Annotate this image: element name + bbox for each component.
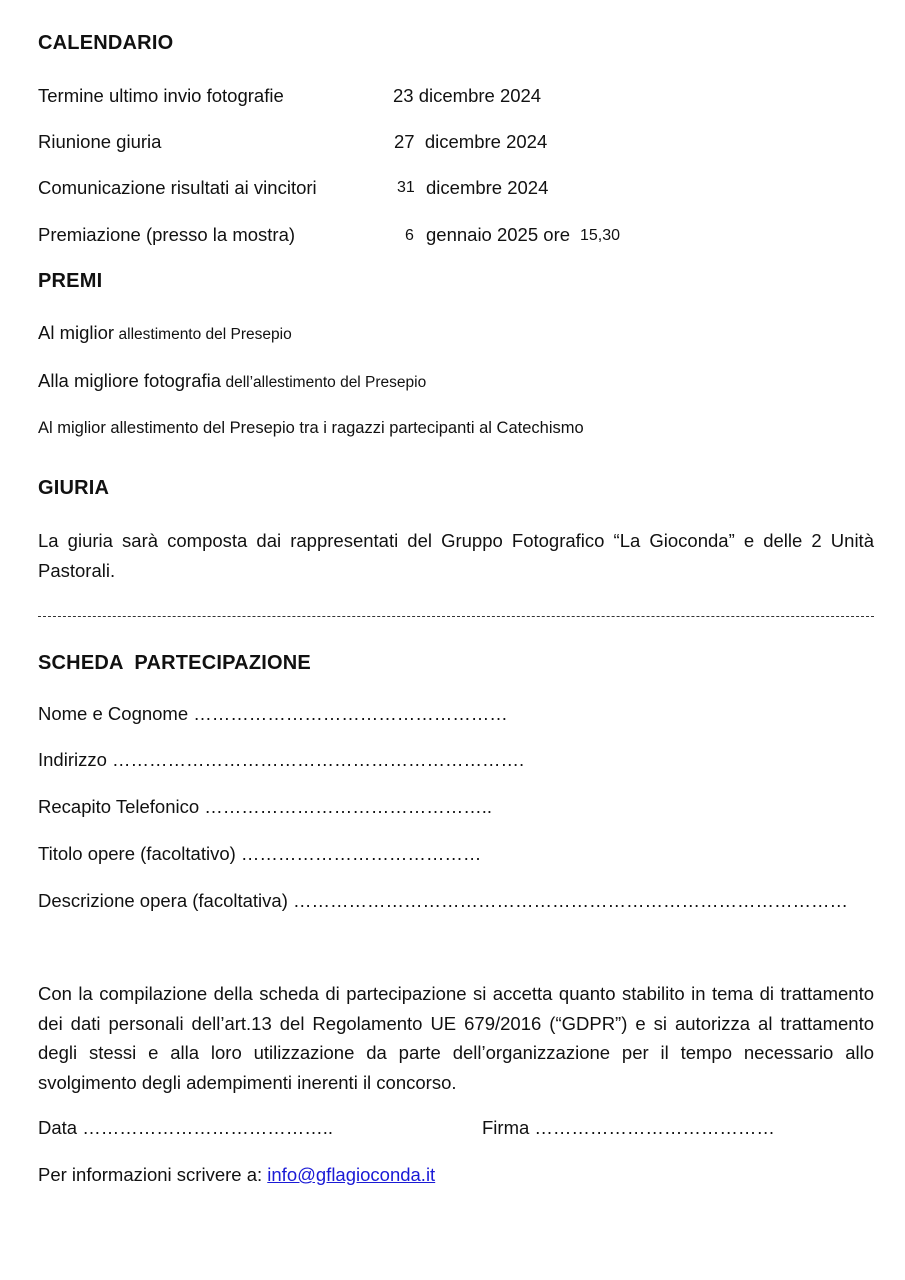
field-dots: ……………………………………………………………………………… <box>293 890 848 911</box>
prize-item <box>38 370 426 392</box>
calendar-row-date: 23 dicembre 2024 <box>393 85 542 106</box>
calendario-heading: CALENDARIO <box>38 32 174 54</box>
firma-label: Firma <box>482 1117 530 1138</box>
calendar-row-label: Termine ultimo invio fotografie <box>38 85 284 106</box>
calendar-row-day: 6 <box>405 227 414 244</box>
form-field-descrizione[interactable] <box>38 890 848 912</box>
prize-lead: Al miglior <box>38 322 115 343</box>
firma-dots: ………………………………… <box>534 1117 775 1138</box>
prize-item <box>38 322 292 344</box>
calendar-row-time: 15,30 <box>580 227 621 244</box>
calendar-row-date: 27 dicembre 2024 <box>394 131 548 152</box>
prize-rest: allestimento del Presepio <box>118 326 292 343</box>
giuria-paragraph: La giuria sarà composta dai rappresentati del Gruppo Fotografico “La Gioconda” e delle 2 Unità Pastorali. <box>38 530 874 581</box>
calendar-row-date: gennaio 2025 ore <box>426 224 571 245</box>
data-dots: ………………………………….. <box>82 1117 333 1138</box>
field-label: Indirizzo <box>38 749 107 770</box>
calendar-row-label: Premiazione (presso la mostra) <box>38 224 296 245</box>
field-dots: …………………………………………………………. <box>112 749 525 770</box>
prize-lead: Alla migliore fotografia <box>38 370 222 391</box>
contact-prefix: Per informazioni scrivere a: <box>38 1164 263 1185</box>
form-field-nome[interactable] <box>38 703 508 725</box>
privacy-paragraph: Con la compilazione della scheda di partecipazione si accetta quanto stabilito in tema di trattamento dei dati personali dell’art.13 del Regolamento UE 679/2016 (“GDPR”) e si autorizza al trattamento degli stessi e alla loro utilizzazione da parte dell’organizzazione per il tempo necessario allo svolgimento degli adempimenti inerenti il concorso. <box>38 983 874 1093</box>
calendar-row-label: Riunione giuria <box>38 131 162 152</box>
field-label: Titolo opere (facoltativo) <box>38 843 236 864</box>
contact-line <box>38 1164 435 1186</box>
field-label: Nome e Cognome <box>38 703 189 724</box>
scheda-heading: SCHEDA PARTECIPAZIONE <box>38 652 311 674</box>
data-label: Data <box>38 1117 78 1138</box>
premi-heading: PREMI <box>38 270 103 292</box>
form-field-titolo[interactable] <box>38 843 481 865</box>
field-label: Descrizione opera (facoltativa) <box>38 890 288 911</box>
dashed-separator <box>38 616 874 631</box>
form-field-indirizzo[interactable] <box>38 749 524 771</box>
field-label: Recapito Telefonico <box>38 796 200 817</box>
field-dots: ………………………………… <box>240 843 482 864</box>
calendar-row-day: 31 <box>397 179 415 196</box>
form-field-telefono[interactable] <box>38 796 492 818</box>
data-field[interactable] <box>38 1117 333 1139</box>
email-link[interactable]: info@gflagioconda.it <box>267 1164 436 1185</box>
prize-rest: dell’allestimento del Presepio <box>225 374 427 391</box>
firma-field[interactable] <box>482 1117 775 1139</box>
giuria-heading: GIURIA <box>38 477 110 499</box>
calendar-row-date: dicembre 2024 <box>426 177 549 198</box>
field-dots: …………………………………………… <box>193 703 508 724</box>
field-dots: ……………………………………….. <box>204 796 493 817</box>
calendar-row-label: Comunicazione risultati ai vincitori <box>38 177 317 198</box>
prize-item: Al miglior allestimento del Presepio tra i ragazzi partecipanti al Catechismo <box>38 419 584 437</box>
